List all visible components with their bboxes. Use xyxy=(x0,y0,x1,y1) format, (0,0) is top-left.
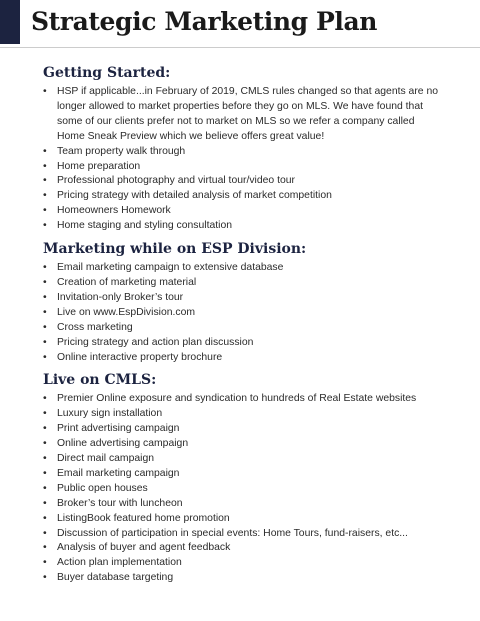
list-item: • Creation of marketing material xyxy=(43,276,443,291)
list-item: • Premier Online exposure and syndication to hundreds of Real Estate websites xyxy=(43,392,443,407)
list-item: • Pricing strategy with detailed analysis of market competition xyxy=(43,189,443,204)
list-item: • HSP if applicable...in February of 2019, CMLS rules changed so that agents are no longer allowed to market properties before they go on MLS. We have found that some of our clients prefer not to market on MLS so we refer a company called Home Sneak Preview which we believe offers great value! xyxy=(43,85,443,145)
section-heading: Marketing while on ESP Division: xyxy=(43,241,307,258)
section-marketing-esp-division xyxy=(43,240,443,365)
list-item: • Email marketing campaign to extensive database xyxy=(43,261,443,276)
list-item: • Invitation-only Broker’s tour xyxy=(43,291,443,306)
list-item: • Homeowners Homework xyxy=(43,204,443,219)
list-item: • Home staging and styling consultation xyxy=(43,219,443,234)
list-item: • Action plan implementation xyxy=(43,556,443,571)
list-item: • Team property walk through xyxy=(43,145,443,160)
bullet-list xyxy=(43,261,443,365)
section-getting-started xyxy=(43,64,443,234)
list-item: • Print advertising campaign xyxy=(43,422,443,437)
list-item: • Discussion of participation in special events: Home Tours, fund-raisers, etc... xyxy=(43,527,443,542)
bullet-list xyxy=(43,392,443,586)
list-item: • Pricing strategy and action plan discussion xyxy=(43,336,443,351)
list-item: • Online interactive property brochure xyxy=(43,351,443,366)
section-heading: Live on CMLS: xyxy=(43,372,157,389)
list-item: • Cross marketing xyxy=(43,321,443,336)
list-item: • Analysis of buyer and agent feedback xyxy=(43,541,443,556)
list-item: • Email marketing campaign xyxy=(43,467,443,482)
plan-content xyxy=(43,64,443,592)
page-title: Strategic Marketing Plan xyxy=(31,7,378,36)
list-item: • Professional photography and virtual tour/video tour xyxy=(43,174,443,189)
list-item: • Live on www.EspDivision.com xyxy=(43,306,443,321)
list-item: • Broker’s tour with luncheon xyxy=(43,497,443,512)
list-item: • Online advertising campaign xyxy=(43,437,443,452)
list-item: • Direct mail campaign xyxy=(43,452,443,467)
title-divider xyxy=(0,47,480,48)
list-item: • Home preparation xyxy=(43,160,443,175)
list-item: • ListingBook featured home promotion xyxy=(43,512,443,527)
header-accent-bar xyxy=(0,0,20,44)
list-item: • Public open houses xyxy=(43,482,443,497)
bullet-list xyxy=(43,85,443,234)
list-item: • Buyer database targeting xyxy=(43,571,443,586)
section-live-on-cmls xyxy=(43,371,443,586)
section-heading: Getting Started: xyxy=(43,65,171,81)
list-item: • Luxury sign installation xyxy=(43,407,443,422)
